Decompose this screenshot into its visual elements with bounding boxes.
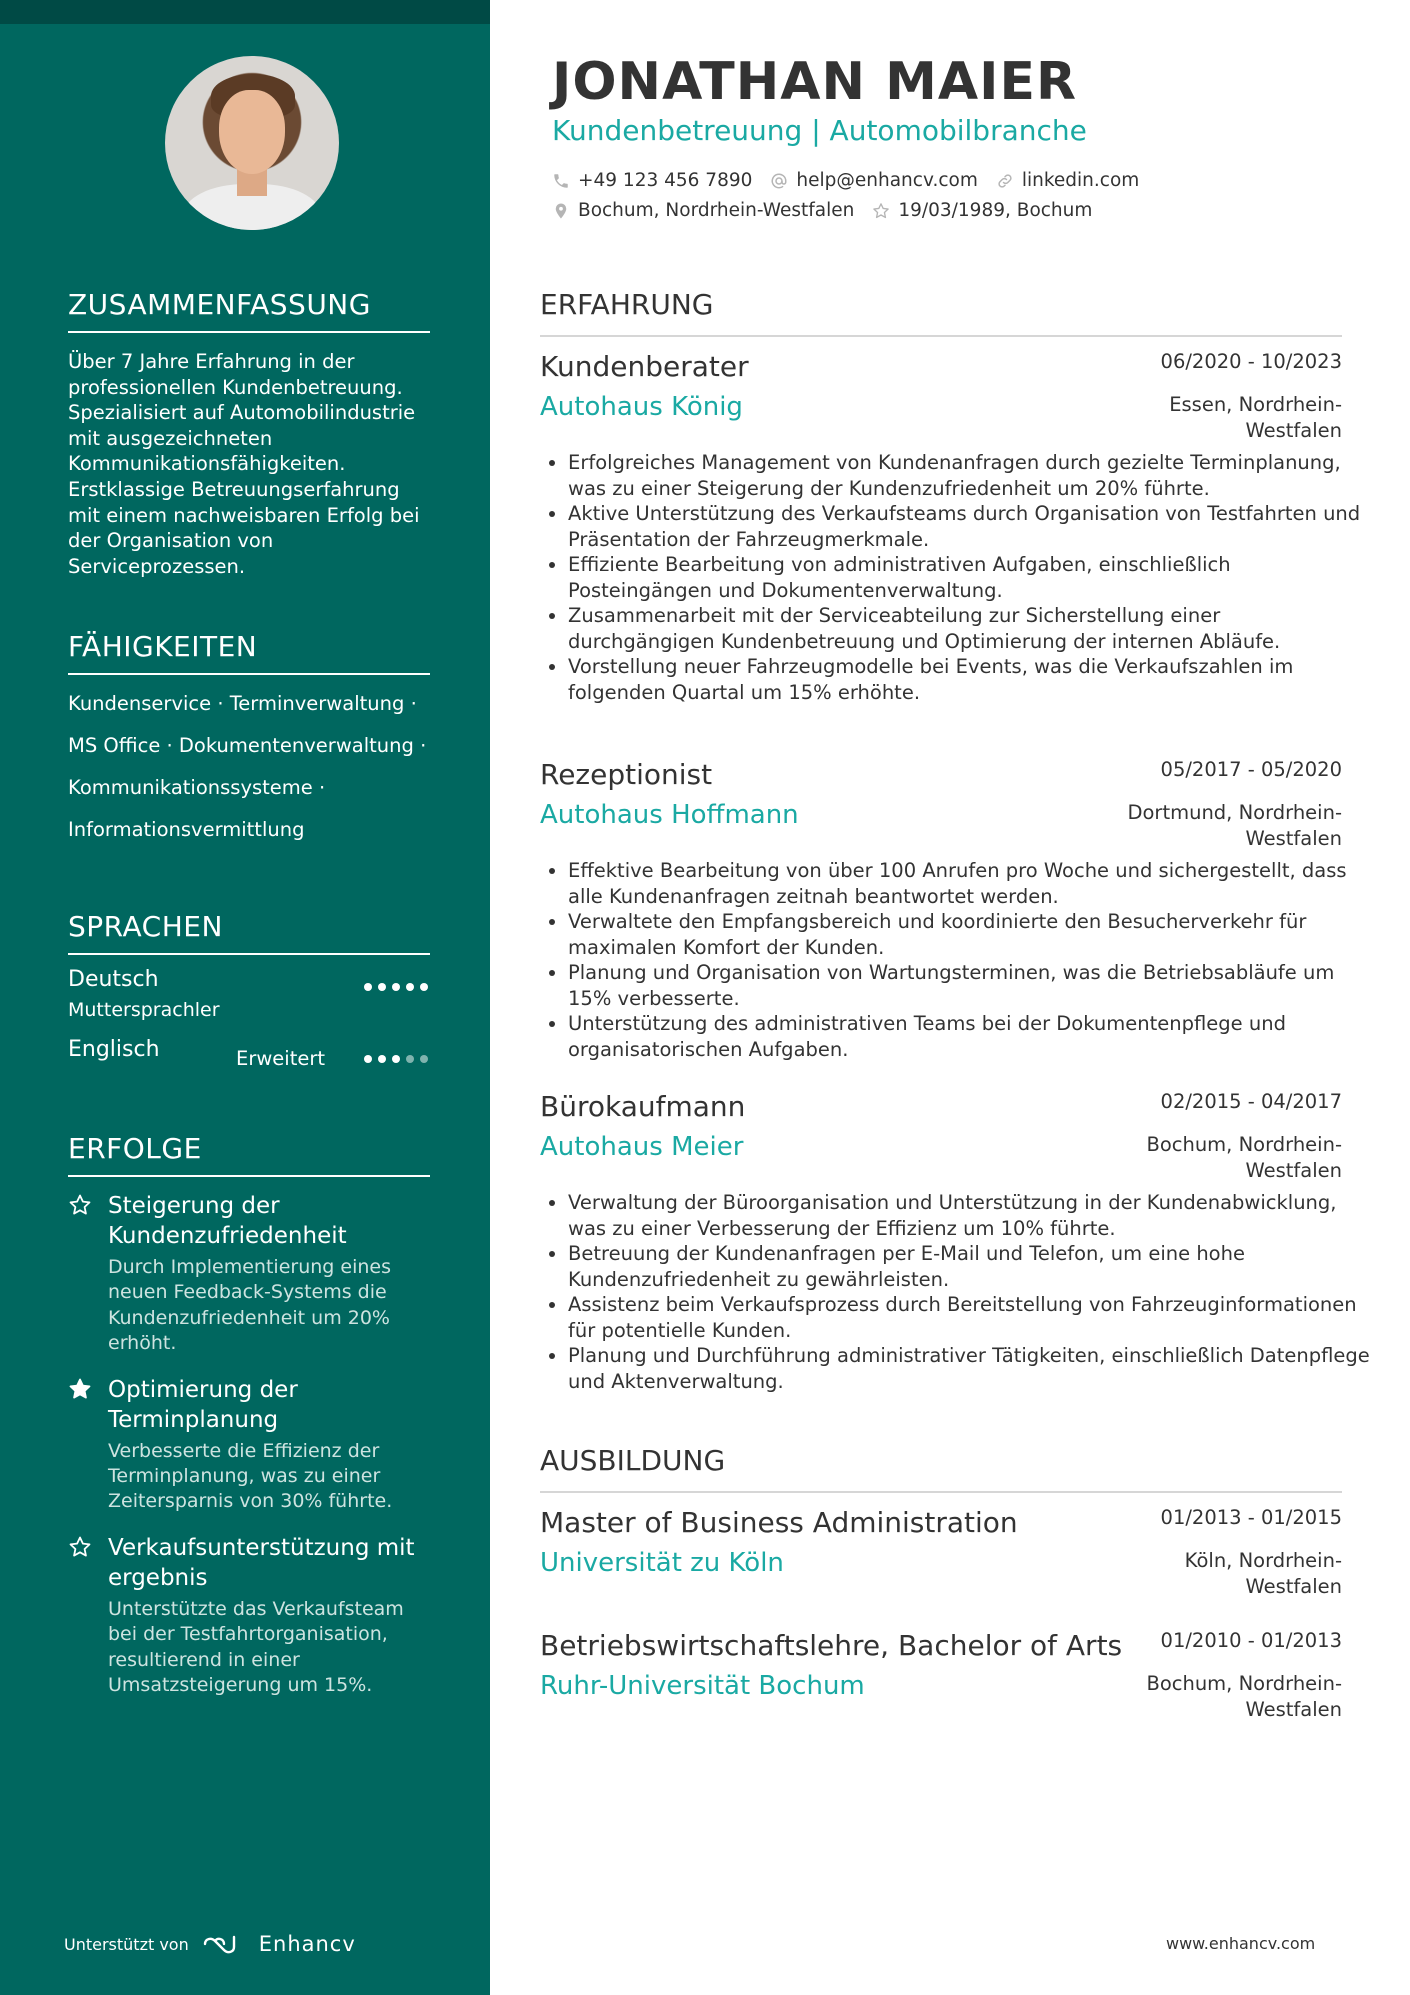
job-company: Autohaus Meier xyxy=(540,1132,744,1162)
skills-section xyxy=(68,630,430,851)
location-item xyxy=(552,200,854,221)
job-location: Dortmund, Nordrhein-Westfalen xyxy=(1127,801,1342,850)
sidebar xyxy=(0,0,490,1995)
achievement-title: Verkaufsunterstützung mit ergebnis xyxy=(108,1534,415,1591)
job-role: Rezeptionist xyxy=(540,758,713,791)
profile-photo xyxy=(165,56,339,230)
job-location: Essen, Nordrhein-Westfalen xyxy=(1169,393,1342,442)
languages-section xyxy=(68,910,430,1093)
phone-item[interactable] xyxy=(552,170,752,191)
education-school: Ruhr-Universität Bochum xyxy=(540,1671,865,1701)
education-school: Universität zu Köln xyxy=(540,1548,784,1578)
link-icon xyxy=(996,172,1014,190)
language-rating xyxy=(364,1055,428,1063)
achievement-desc: Unterstützte das Verkaufsteam bei der Testfahrtorganisation, resultierend in einer Umsatzsteigerung um 15%. xyxy=(108,1597,404,1697)
job-bullet: • Vorstellung neuer Fahrzeugmodelle bei Events, was die Verkaufszahlen im folgenden Quartal um 15% erhöhte. xyxy=(568,654,1370,705)
job-role: Bürokaufmann xyxy=(540,1090,746,1123)
job-bullets xyxy=(540,1190,1370,1394)
summary-text: Über 7 Jahre Erfahrung in der professionellen Kundenbetreuung. Spezialisiert auf Automobilindustrie mit ausgezeichneten Kommunikationsfähigkeiten. Erstklassige Betreuungserfahrung mit einem nachweisbaren Erfolg bei der Organisation von Serviceprozessen. xyxy=(68,350,420,578)
star-outline-icon xyxy=(68,1193,92,1217)
skills-line: MS Office · Dokumentenverwaltung · xyxy=(68,734,427,757)
summary-section xyxy=(68,288,430,579)
powered-label: Unterstützt von xyxy=(64,1934,189,1954)
location-text: Bochum, Nordrhein-Westfalen xyxy=(578,200,855,221)
star-filled-icon xyxy=(68,1377,92,1401)
job-dates: 05/2017 - 05/2020 xyxy=(1160,758,1342,781)
enhancv-logo-icon xyxy=(201,1932,247,1956)
job-bullet: • Betreuung der Kundenanfragen per E-Mail und Telefon, um eine hohe Kundenzufriedenheit zu gewährleisten. xyxy=(568,1241,1370,1292)
job-bullet: • Verwaltung der Büroorganisation und Unterstützung in der Kundenabwicklung, was zu einer Verbesserung der Effizienz um 10% führte. xyxy=(568,1190,1370,1241)
achievement-item xyxy=(68,1533,430,1699)
job-location: Bochum, Nordrhein-Westfalen xyxy=(1146,1133,1342,1182)
education-dates: 01/2010 - 01/2013 xyxy=(1160,1629,1342,1652)
birth-text: 19/03/1989, Bochum xyxy=(898,200,1093,221)
language-name: Englisch xyxy=(68,1037,160,1062)
star-outline-icon xyxy=(872,202,890,220)
job-dates: 02/2015 - 04/2017 xyxy=(1160,1090,1342,1113)
language-item xyxy=(68,1027,430,1093)
achievement-desc: Verbesserte die Effizienz der Terminplanung, was zu einer Zeitersparnis von 30% führte. xyxy=(108,1439,393,1513)
education-entry xyxy=(540,1629,1342,1739)
email-item[interactable] xyxy=(770,170,977,191)
skills-line: Kommunikationssysteme · xyxy=(68,776,326,799)
skills-line: Kundenservice · Terminverwaltung · xyxy=(68,692,417,715)
job-bullet: • Assistenz beim Verkaufsprozess durch Bereitstellung von Fahrzeuginformationen für potentielle Kunden. xyxy=(568,1292,1370,1343)
job-bullets xyxy=(540,858,1370,1062)
achievement-item xyxy=(68,1191,430,1357)
skills-list xyxy=(68,683,430,851)
linkedin-item[interactable] xyxy=(996,170,1139,191)
achievements-heading: ERFOLGE xyxy=(68,1132,430,1177)
job-entry xyxy=(540,1090,1370,1410)
candidate-name: JONATHAN MAIER xyxy=(552,52,1078,112)
job-entry xyxy=(540,758,1347,1068)
summary-heading: ZUSAMMENFASSUNG xyxy=(68,288,430,333)
education-location: Köln, Nordrhein-Westfalen xyxy=(1184,1549,1342,1598)
achievements-section xyxy=(68,1132,430,1698)
job-bullet: • Planung und Durchführung administrativer Tätigkeiten, einschließlich Datenpflege und Aktenverwaltung. xyxy=(568,1343,1370,1394)
job-bullet: • Effektive Bearbeitung von über 100 Anrufen pro Woche und sichergestellt, dass alle Kundenanfragen zeitnah beantwortet werden. xyxy=(568,858,1370,909)
achievement-desc: Durch Implementierung eines neuen Feedback-Systems die Kundenzufriedenheit um 20% erhöht. xyxy=(108,1256,391,1355)
education-location: Bochum, Nordrhein-Westfalen xyxy=(1146,1672,1342,1721)
brand-name: Enhancv xyxy=(258,1932,356,1956)
job-role: Kundenberater xyxy=(540,350,749,383)
education-degree: Master of Business Administration xyxy=(540,1506,1018,1539)
job-bullet: • Verwaltete den Empfangsbereich und koordinierte den Besucherverkehr für maximalen Komfort der Kunden. xyxy=(568,909,1370,960)
job-bullet: • Unterstützung des administrativen Teams bei der Dokumentenpflege und organisatorischen Aufgaben. xyxy=(568,1011,1370,1062)
job-company: Autohaus Hoffmann xyxy=(540,800,799,830)
job-bullet: • Effiziente Bearbeitung von administrativen Aufgaben, einschließlich Posteingängen und Dokumentenverwaltung. xyxy=(568,552,1370,603)
candidate-title: Kundenbetreuung | Automobilbranche xyxy=(552,114,1087,147)
job-bullet: • Zusammenarbeit mit der Serviceabteilung zur Sicherstellung einer durchgängigen Kundenbetreuung und Optimierung der internen Abläufe. xyxy=(568,603,1370,654)
job-entry xyxy=(540,350,1361,730)
language-level: Muttersprachler xyxy=(68,999,220,1021)
education-heading: AUSBILDUNG xyxy=(540,1444,1342,1493)
skills-heading: FÄHIGKEITEN xyxy=(68,630,430,675)
job-bullet: • Aktive Unterstützung des Verkaufsteams durch Organisation von Testfahrten und Präsentation der Fahrzeugmerkmale. xyxy=(568,501,1370,552)
star-outline-icon xyxy=(68,1535,92,1559)
linkedin-text: linkedin.com xyxy=(1021,170,1140,191)
job-company: Autohaus König xyxy=(540,392,743,422)
skills-line: Informationsvermittlung xyxy=(68,818,305,841)
contact-row xyxy=(552,170,1139,191)
job-bullet: • Planung und Organisation von Wartungsterminen, was die Betriebsabläufe um 15% verbesserte. xyxy=(568,960,1370,1011)
education-entry xyxy=(540,1506,1342,1616)
achievement-item xyxy=(68,1375,430,1515)
language-level: Erweitert xyxy=(236,1047,326,1070)
job-bullet: • Erfolgreiches Management von Kundenanfragen durch gezielte Terminplanung, was zu einer Steigerung der Kundenzufriedenheit um 20% führte. xyxy=(568,450,1370,501)
phone-icon xyxy=(552,172,570,190)
contact-row xyxy=(552,200,1092,221)
footer-url[interactable]: www.enhancv.com xyxy=(1166,1934,1316,1953)
birth-item xyxy=(872,200,1092,221)
email-text: help@enhancv.com xyxy=(796,170,978,191)
achievement-title: Steigerung der Kundenzufriedenheit xyxy=(108,1193,347,1249)
powered-by xyxy=(64,1932,356,1956)
phone-text: +49 123 456 7890 xyxy=(578,170,753,191)
location-pin-icon xyxy=(552,202,570,220)
education-dates: 01/2013 - 01/2015 xyxy=(1160,1506,1342,1529)
language-rating xyxy=(364,983,428,991)
at-icon xyxy=(770,172,788,190)
language-name: Deutsch xyxy=(68,967,159,992)
sidebar-top-bar xyxy=(0,0,490,24)
experience-heading: ERFAHRUNG xyxy=(540,288,1342,337)
education-degree: Betriebswirtschaftslehre, Bachelor of Arts xyxy=(540,1629,1123,1662)
language-item xyxy=(68,955,430,1027)
languages-heading: SPRACHEN xyxy=(68,910,430,955)
job-bullets xyxy=(540,450,1370,705)
achievement-title: Optimierung der Terminplanung xyxy=(108,1376,298,1433)
job-dates: 06/2020 - 10/2023 xyxy=(1160,350,1342,373)
